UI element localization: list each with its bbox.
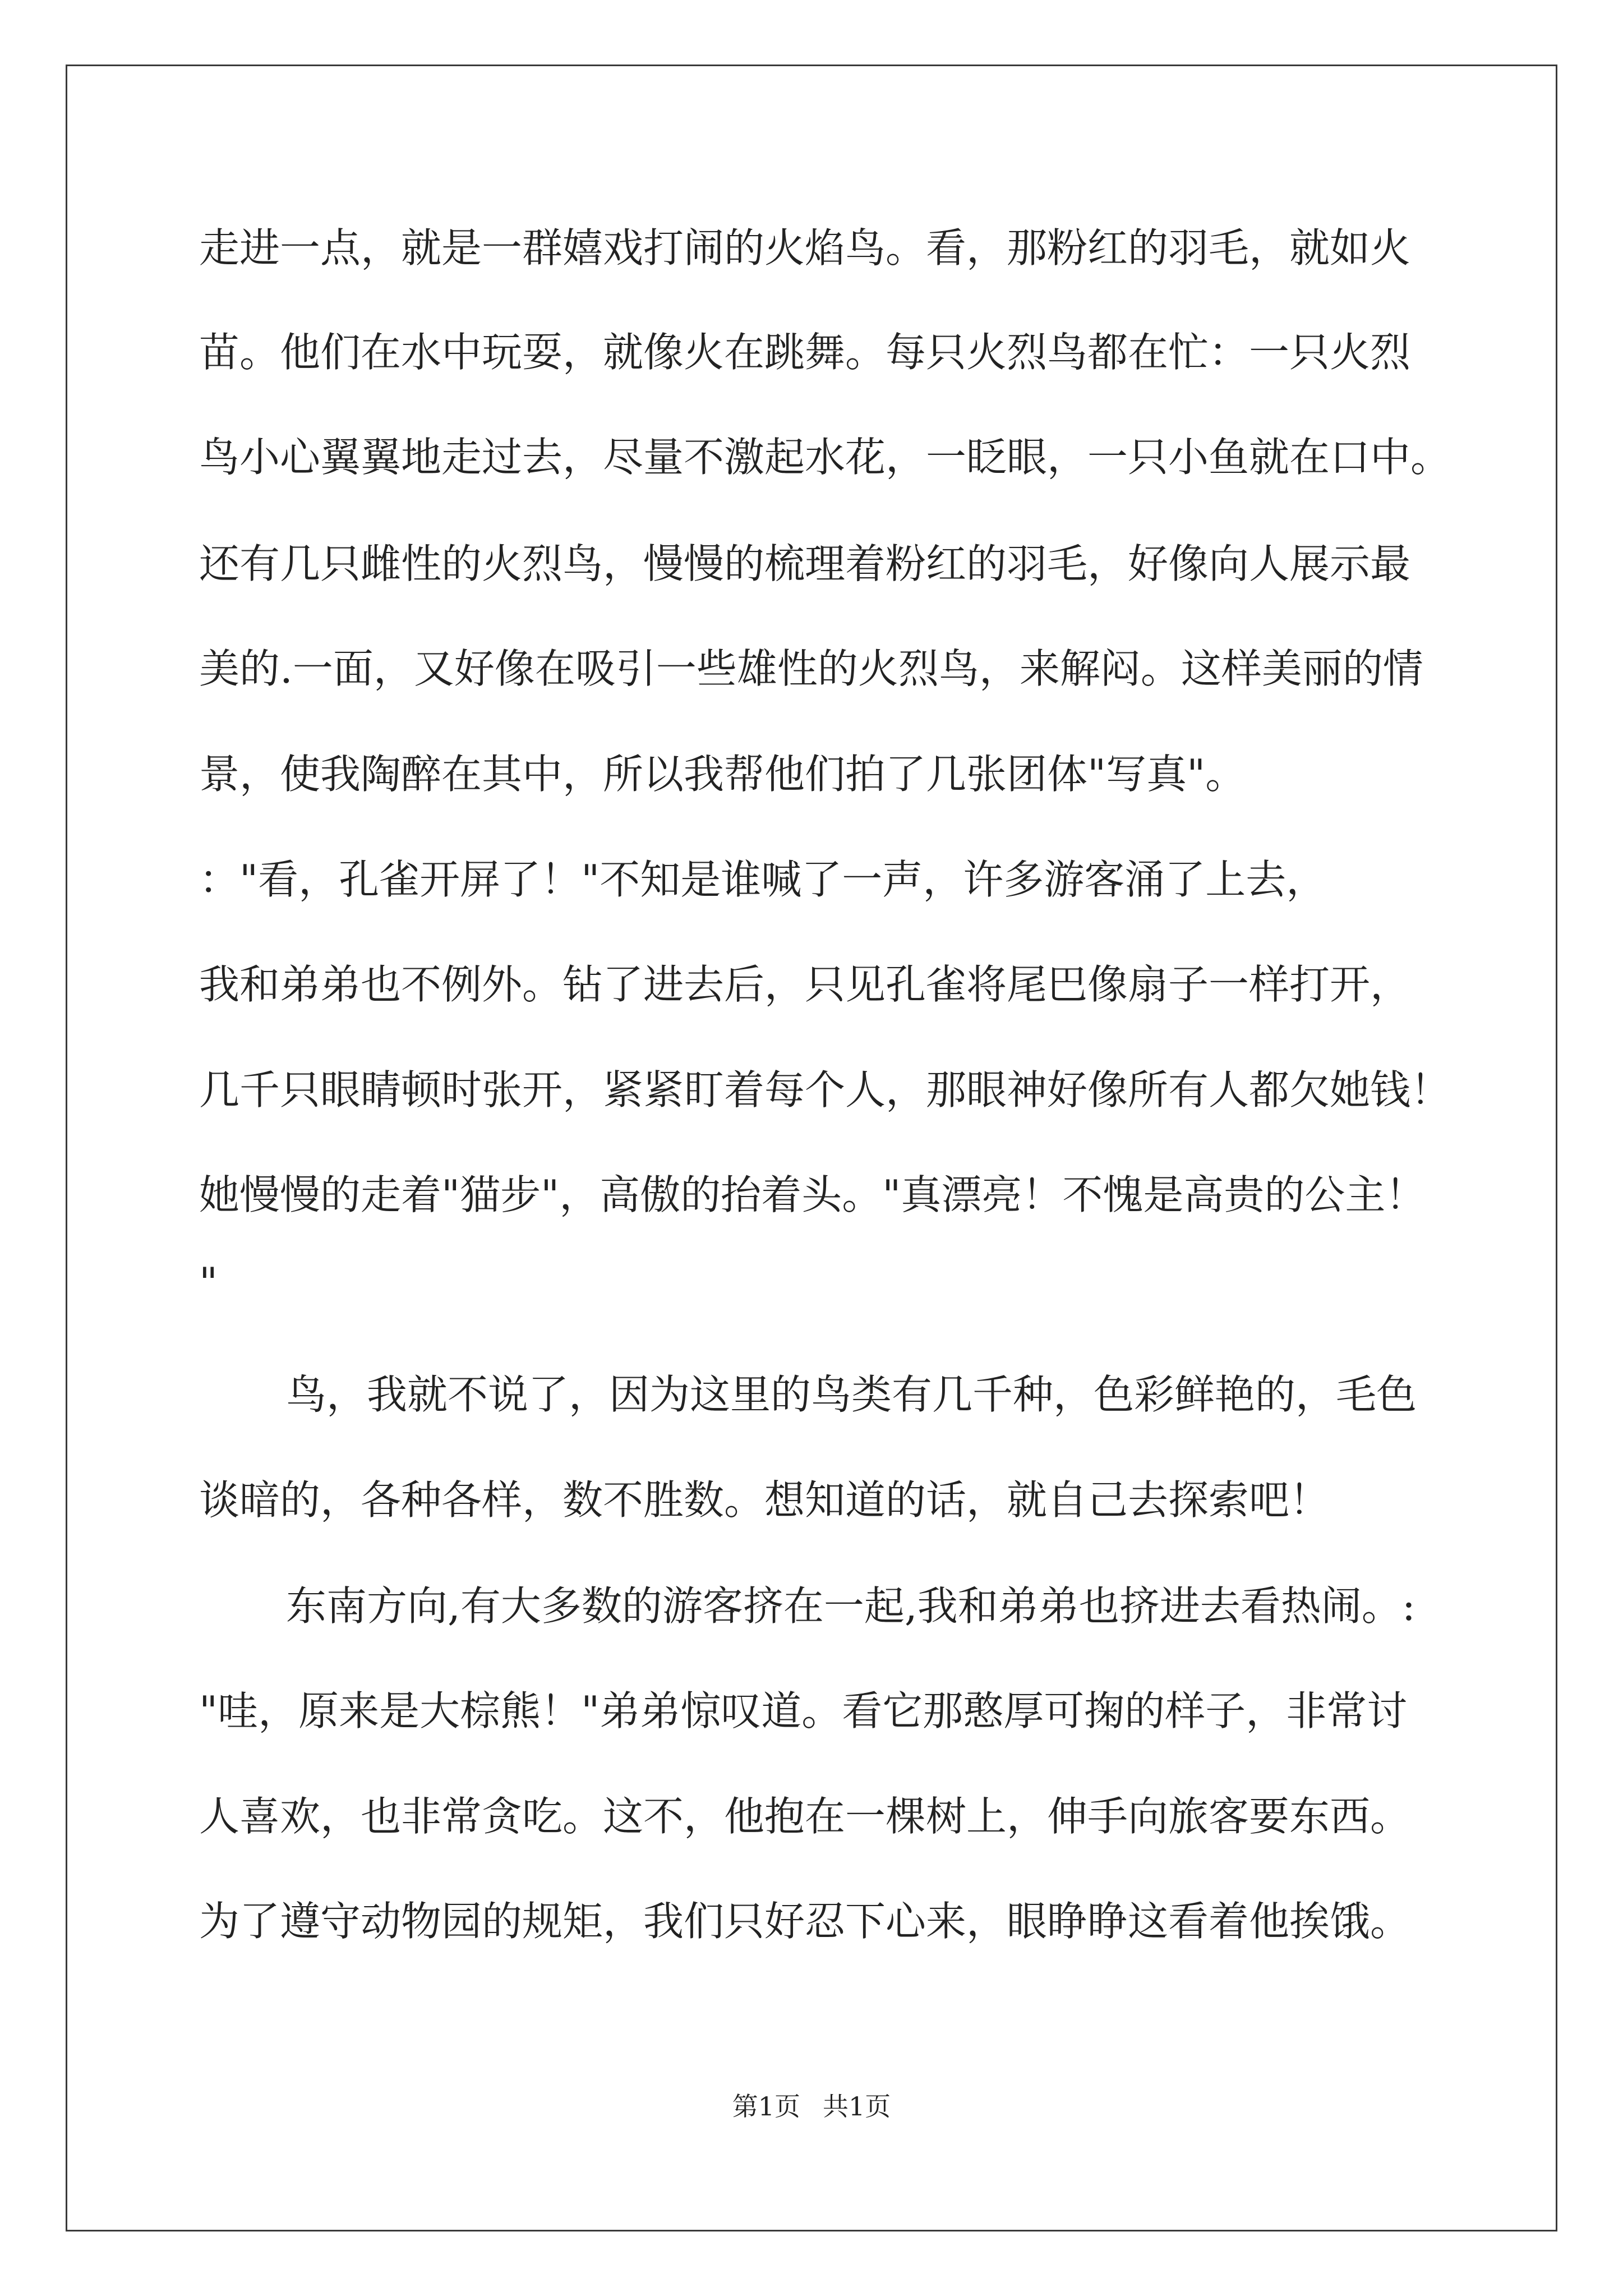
text-line-13: 谈暗的，各种各样，数不胜数。想知道的话，就自己去探索吧！	[199, 1476, 1330, 1524]
text-line-9: 几千只眼睛顿时张开，紧紧盯着每个人，那眼神好像所有人都欠她钱！	[199, 1066, 1451, 1114]
text-line-16: 人喜欢，也非常贪吃。这不，他抱在一棵树上，伸手向旅客要东西。	[199, 1793, 1411, 1840]
text-line-11: "	[199, 1259, 218, 1306]
text-line-17: 为了遵守动物园的规矩，我们只好忍下心来，眼睁睁这看着他挨饿。	[199, 1898, 1411, 1945]
text-line-8: 我和弟弟也不例外。钻了进去后，只见孔雀将尾巴像扇子一样打开，	[199, 961, 1411, 1008]
page-number: 第1页	[732, 2091, 800, 2122]
text-line-7: ："看，孔雀开屏了！"不知是谁喊了一声，许多游客涌了上去，	[199, 856, 1327, 903]
text-line-3: 鸟小心翼翼地走过去，尽量不激起水花，一眨眼，一只小鱼就在口中。	[199, 434, 1451, 481]
text-line-1: 走进一点，就是一群嬉戏打闹的火焰鸟。看，那粉红的羽毛，就如火	[199, 224, 1411, 272]
page-total: 共1页	[823, 2091, 891, 2122]
text-line-12: 鸟，我就不说了，因为这里的鸟类有几千种，色彩鲜艳的，毛色	[286, 1371, 1417, 1418]
text-line-5: 美的.一面，又好像在吸引一些雄性的火烈鸟，来解闷。这样美丽的情	[199, 645, 1423, 692]
text-line-10: 她慢慢的走着"猫步"，高傲的抬着头。"真漂亮！不愧是高贵的公主！	[199, 1171, 1426, 1218]
text-line-4: 还有几只雌性的火烈鸟，慢慢的梳理着粉红的羽毛，好像向人展示最	[199, 540, 1411, 587]
page-footer	[0, 2090, 1623, 2123]
text-line-15: "哇，原来是大棕熊！"弟弟惊叹道。看它那憨厚可掬的样子，非常讨	[199, 1687, 1408, 1734]
text-line-14: 东南方向,有大多数的游客挤在一起,我和弟弟也挤进去看热闹。:	[286, 1582, 1416, 1630]
text-line-2: 苗。他们在水中玩耍，就像火在跳舞。每只火烈鸟都在忙：一只火烈	[199, 329, 1411, 376]
text-line-6: 景，使我陶醉在其中，所以我帮他们拍了几张团体"写真"。	[199, 751, 1246, 798]
